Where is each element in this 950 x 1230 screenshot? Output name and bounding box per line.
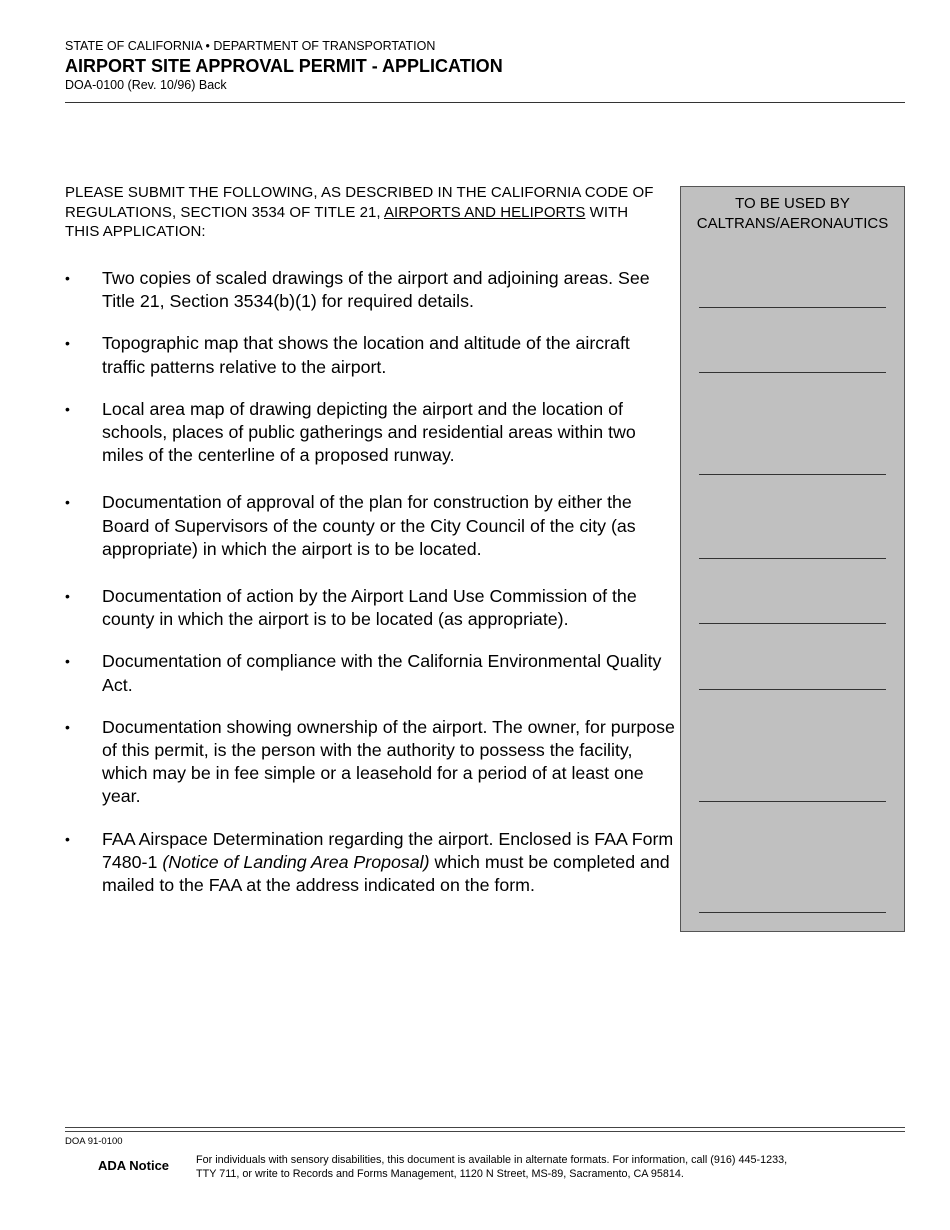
list-item-text: Topographic map that shows the location and altitude of the aircraft traffic patterns relative to the airport. [102,333,630,377]
form-name-italic: (Notice of Landing Area Proposal) [162,851,430,872]
intro-underlined-title: AIRPORTS AND HELIPORTS [384,203,586,221]
initial-line-6 [699,689,886,690]
bullet-icon: • [65,494,70,511]
list-item-text: Documentation of compliance with the California Environmental Quality Act. [102,651,662,695]
agency-line: STATE OF CALIFORNIA • DEPARTMENT OF TRANSPORTATION [65,39,436,53]
ada-notice-line2: TTY 711, or write to Records and Forms Management, 1120 N Street, MS-89, Sacramento, CA 95814. [196,1167,684,1180]
list-item-text: Two copies of scaled drawings of the airport and adjoining areas. See Title 21, Section 3534(b)(1) for required details. [102,268,650,312]
footer-divider-bottom [65,1131,905,1132]
ada-notice-line1: For individuals with sensory disabilities, this document is available in alternate formats. For information, call (916) 445-1233, [196,1154,788,1166]
intro-text: PLEASE SUBMIT THE FOLLOWING, AS DESCRIBED IN THE CALIFORNIA CODE OF REGULATIONS, SECTION 3534 OF TITLE 21, [65,184,654,221]
list-item [65,398,677,468]
requirements-list [65,267,677,897]
footer-form-code: DOA 91-0100 [65,1136,123,1147]
panel-heading [681,194,904,234]
ada-notice-label: ADA Notice [98,1158,170,1173]
list-item [65,650,677,696]
header-divider [65,102,905,103]
list-item-text: FAA Airspace Determination regarding the airport. Enclosed is FAA Form 7480-1 [102,828,674,872]
intro-paragraph [65,183,665,242]
initial-line-5 [699,623,886,624]
initial-line-2 [699,372,886,373]
list-item [65,267,677,313]
initial-line-7 [699,801,886,802]
list-item [65,716,677,809]
form-header [65,39,905,93]
caltrans-use-panel [680,186,905,932]
bullet-icon: • [65,588,70,605]
list-item-text: Documentation of approval of the plan for construction by either the Board of Supervisors of the county or the City Council of the city (as appropriate) in which the airport is to be located. [102,492,636,559]
footer-divider-top [65,1127,905,1128]
form-number: DOA-0100 (Rev. 10/96) Back [65,78,227,92]
bullet-icon: • [65,270,70,286]
list-item-text: Local area map of drawing depicting the airport and the location of schools, places of public gatherings and residential areas within two miles of the centerline of a proposed runway. [102,398,636,466]
panel-heading-line2: CALTRANS/AERONAUTICS [696,215,889,232]
bullet-icon: • [65,335,70,352]
bullet-icon: • [65,718,70,735]
list-item-text-end: which must be completed and mailed to the FAA at the address indicated on the form. [102,851,670,896]
initial-line-4 [699,558,886,559]
list-item [65,332,677,378]
initial-line-8 [699,912,886,913]
initial-line-3 [699,474,886,475]
list-item [65,828,677,898]
bullet-icon: • [65,830,70,847]
page-title: AIRPORT SITE APPROVAL PERMIT - APPLICATION [65,56,503,76]
list-item [65,491,677,561]
bullet-icon: • [65,400,70,417]
ada-notice-text [196,1154,856,1181]
initial-line-1 [699,307,886,308]
intro-text-end: WITH THIS APPLICATION: [65,203,629,240]
list-item-text: Documentation of action by the Airport Land Use Commission of the county in which the airport is to be located (as appropriate). [102,586,637,630]
list-item-text: Documentation showing ownership of the airport. The owner, for purpose of this permit, is the person with the authority to possess the facility, which may be in fee simple or a leasehold for a period of at least one year. [102,716,675,807]
bullet-icon: • [65,653,70,670]
panel-heading-line1: TO BE USED BY [735,195,850,212]
list-item [65,585,677,631]
